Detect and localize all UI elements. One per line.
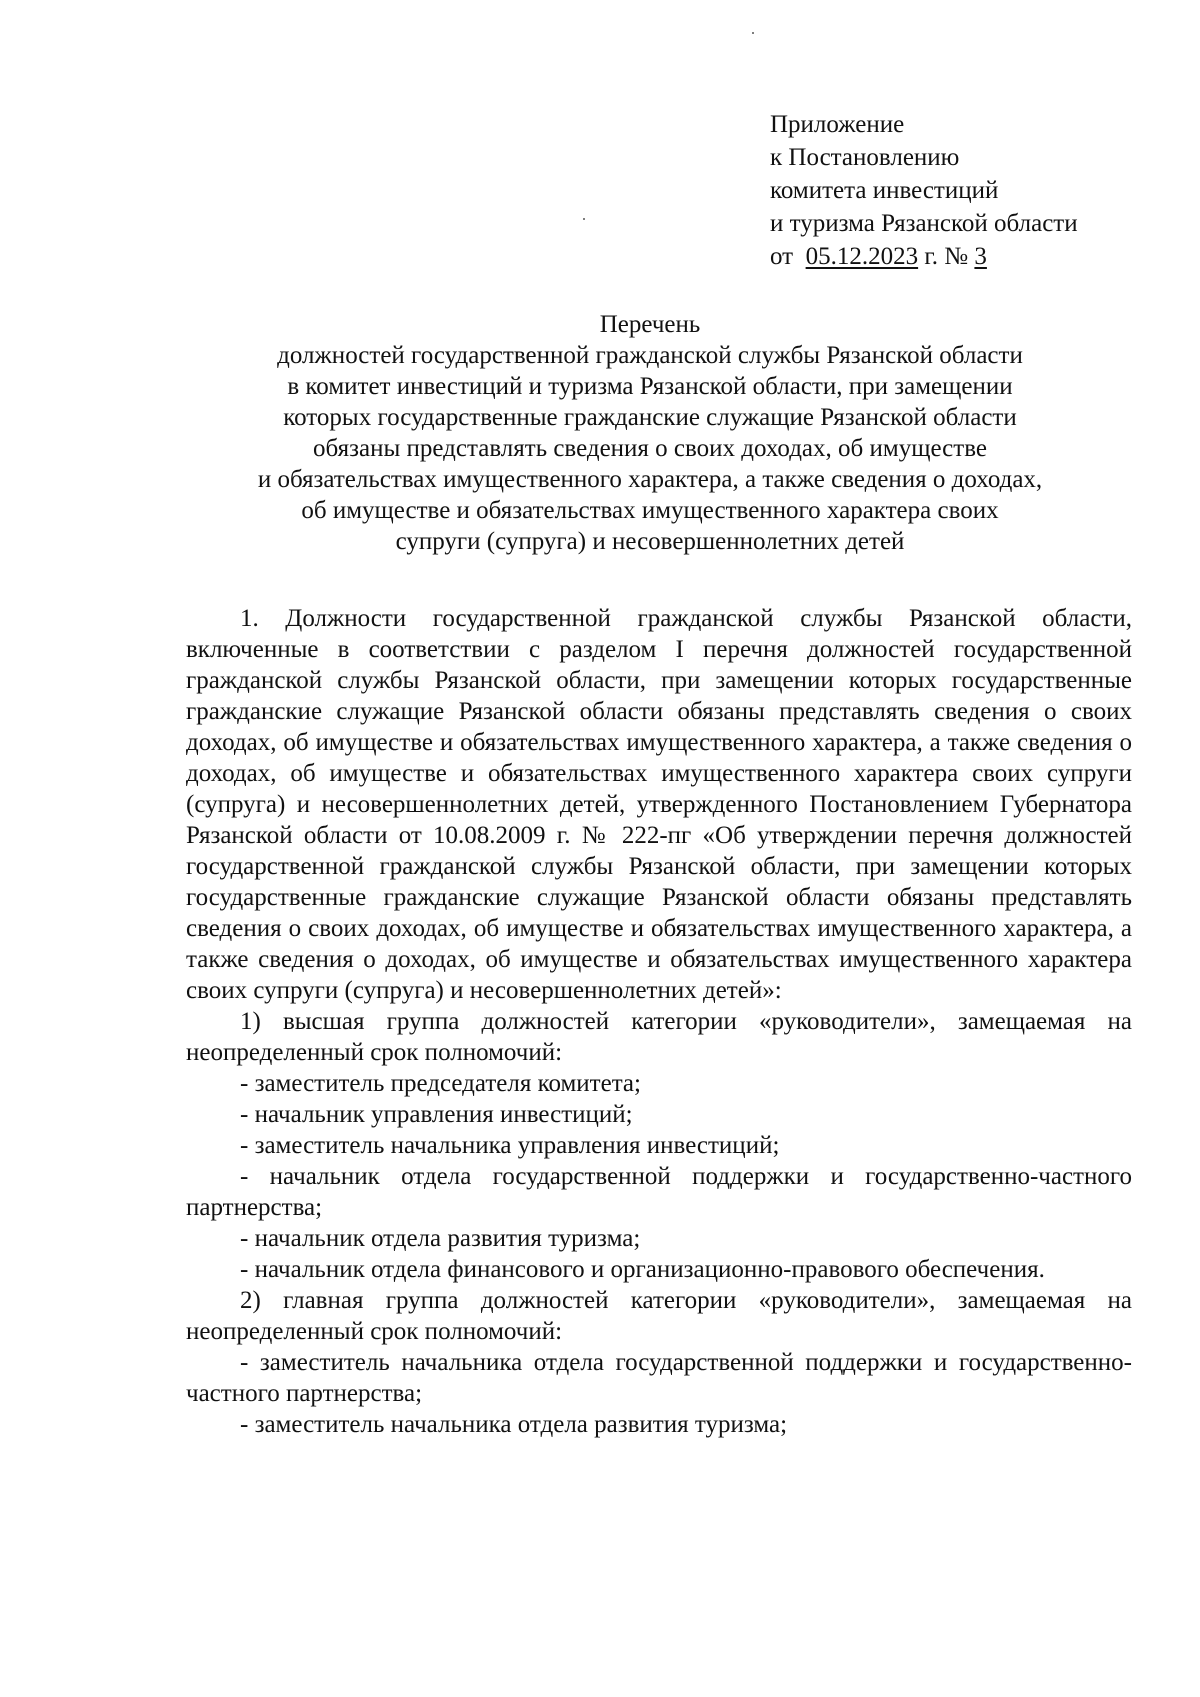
paragraph-1: 1. Должности государственной гражданской службы Рязанской области, включенные в соответствии с разделом I перечня должностей государственной гражданской службы Рязанской области, при замещении которых государственные гражданские служащие Рязанской области обязаны представлять сведения о своих доходах, об имуществе и обязательствах имущественного характера, а также сведения о доходах, об имуществе и обязательствах имущественного характера своих супруги (супруга) и несовершеннолетних детей, утвержденного Постановлением Губернатора Рязанской области от 10.08.2009 г. № 222-пг «Об утверждении перечня должностей государственной гражданской службы Рязанской области, при замещении которых государственные гражданские служащие Рязанской области обязаны представлять сведения о своих доходах, об имуществе и обязательствах имущественного характера, а также сведения о доходах, об имуществе и обязательствах имущественного характера своих супруги (супруга) и несовершеннолетних детей»: (186, 605, 1132, 1004)
scan-speck (583, 218, 585, 220)
group-2-heading: 2) главная группа должностей категории «руководители», замещаемая на неопределенный срок полномочий: (186, 1287, 1132, 1345)
document-date: 05.12.2023 (805, 243, 919, 270)
list-item: - заместитель председателя комитета; (240, 1070, 641, 1097)
list-item: - заместитель начальника отдела государственной поддержки и государственно-частного партнерства; (186, 1349, 1132, 1407)
title-line: супруги (супруга) и несовершеннолетних детей (395, 528, 905, 555)
title-line: обязаны представлять сведения о своих доходах, об имуществе (313, 435, 987, 462)
appendix-header (770, 108, 1078, 273)
appendix-date-line (770, 240, 1078, 273)
document-title (160, 309, 1140, 557)
appendix-line: комитета инвестиций (770, 177, 999, 204)
title-line: об имуществе и обязательствах имущественного характера своих (301, 497, 999, 524)
title-line: которых государственные гражданские служащие Рязанской области (283, 404, 1017, 431)
number-label: г. № (924, 243, 969, 270)
list-item: - начальник управления инвестиций; (240, 1101, 633, 1128)
document-number: 3 (974, 243, 987, 270)
title-line: должностей государственной гражданской службы Рязанской области (277, 342, 1023, 369)
appendix-line: к Постановлению (770, 144, 960, 171)
list-item: - заместитель начальника отдела развития туризма; (240, 1411, 788, 1438)
list-item: - начальник отдела финансового и организационно-правового обеспечения. (240, 1256, 1045, 1283)
appendix-line: Приложение (770, 111, 905, 138)
list-item: - заместитель начальника управления инвестиций; (240, 1132, 780, 1159)
list-item: - начальник отдела государственной поддержки и государственно-частного партнерства; (186, 1163, 1132, 1221)
title-line: и обязательствах имущественного характера, а также сведения о доходах, (257, 466, 1043, 493)
title-heading: Перечень (599, 311, 701, 338)
scan-speck (752, 32, 754, 34)
title-line: в комитет инвестиций и туризма Рязанской области, при замещении (287, 373, 1013, 400)
group-1-heading: 1) высшая группа должностей категории «руководители», замещаемая на неопределенный срок полномочий: (186, 1008, 1132, 1066)
appendix-line: и туризма Рязанской области (770, 210, 1078, 237)
list-item: - начальник отдела развития туризма; (240, 1225, 641, 1252)
date-prefix: от (770, 243, 794, 270)
document-body (186, 603, 1132, 1440)
